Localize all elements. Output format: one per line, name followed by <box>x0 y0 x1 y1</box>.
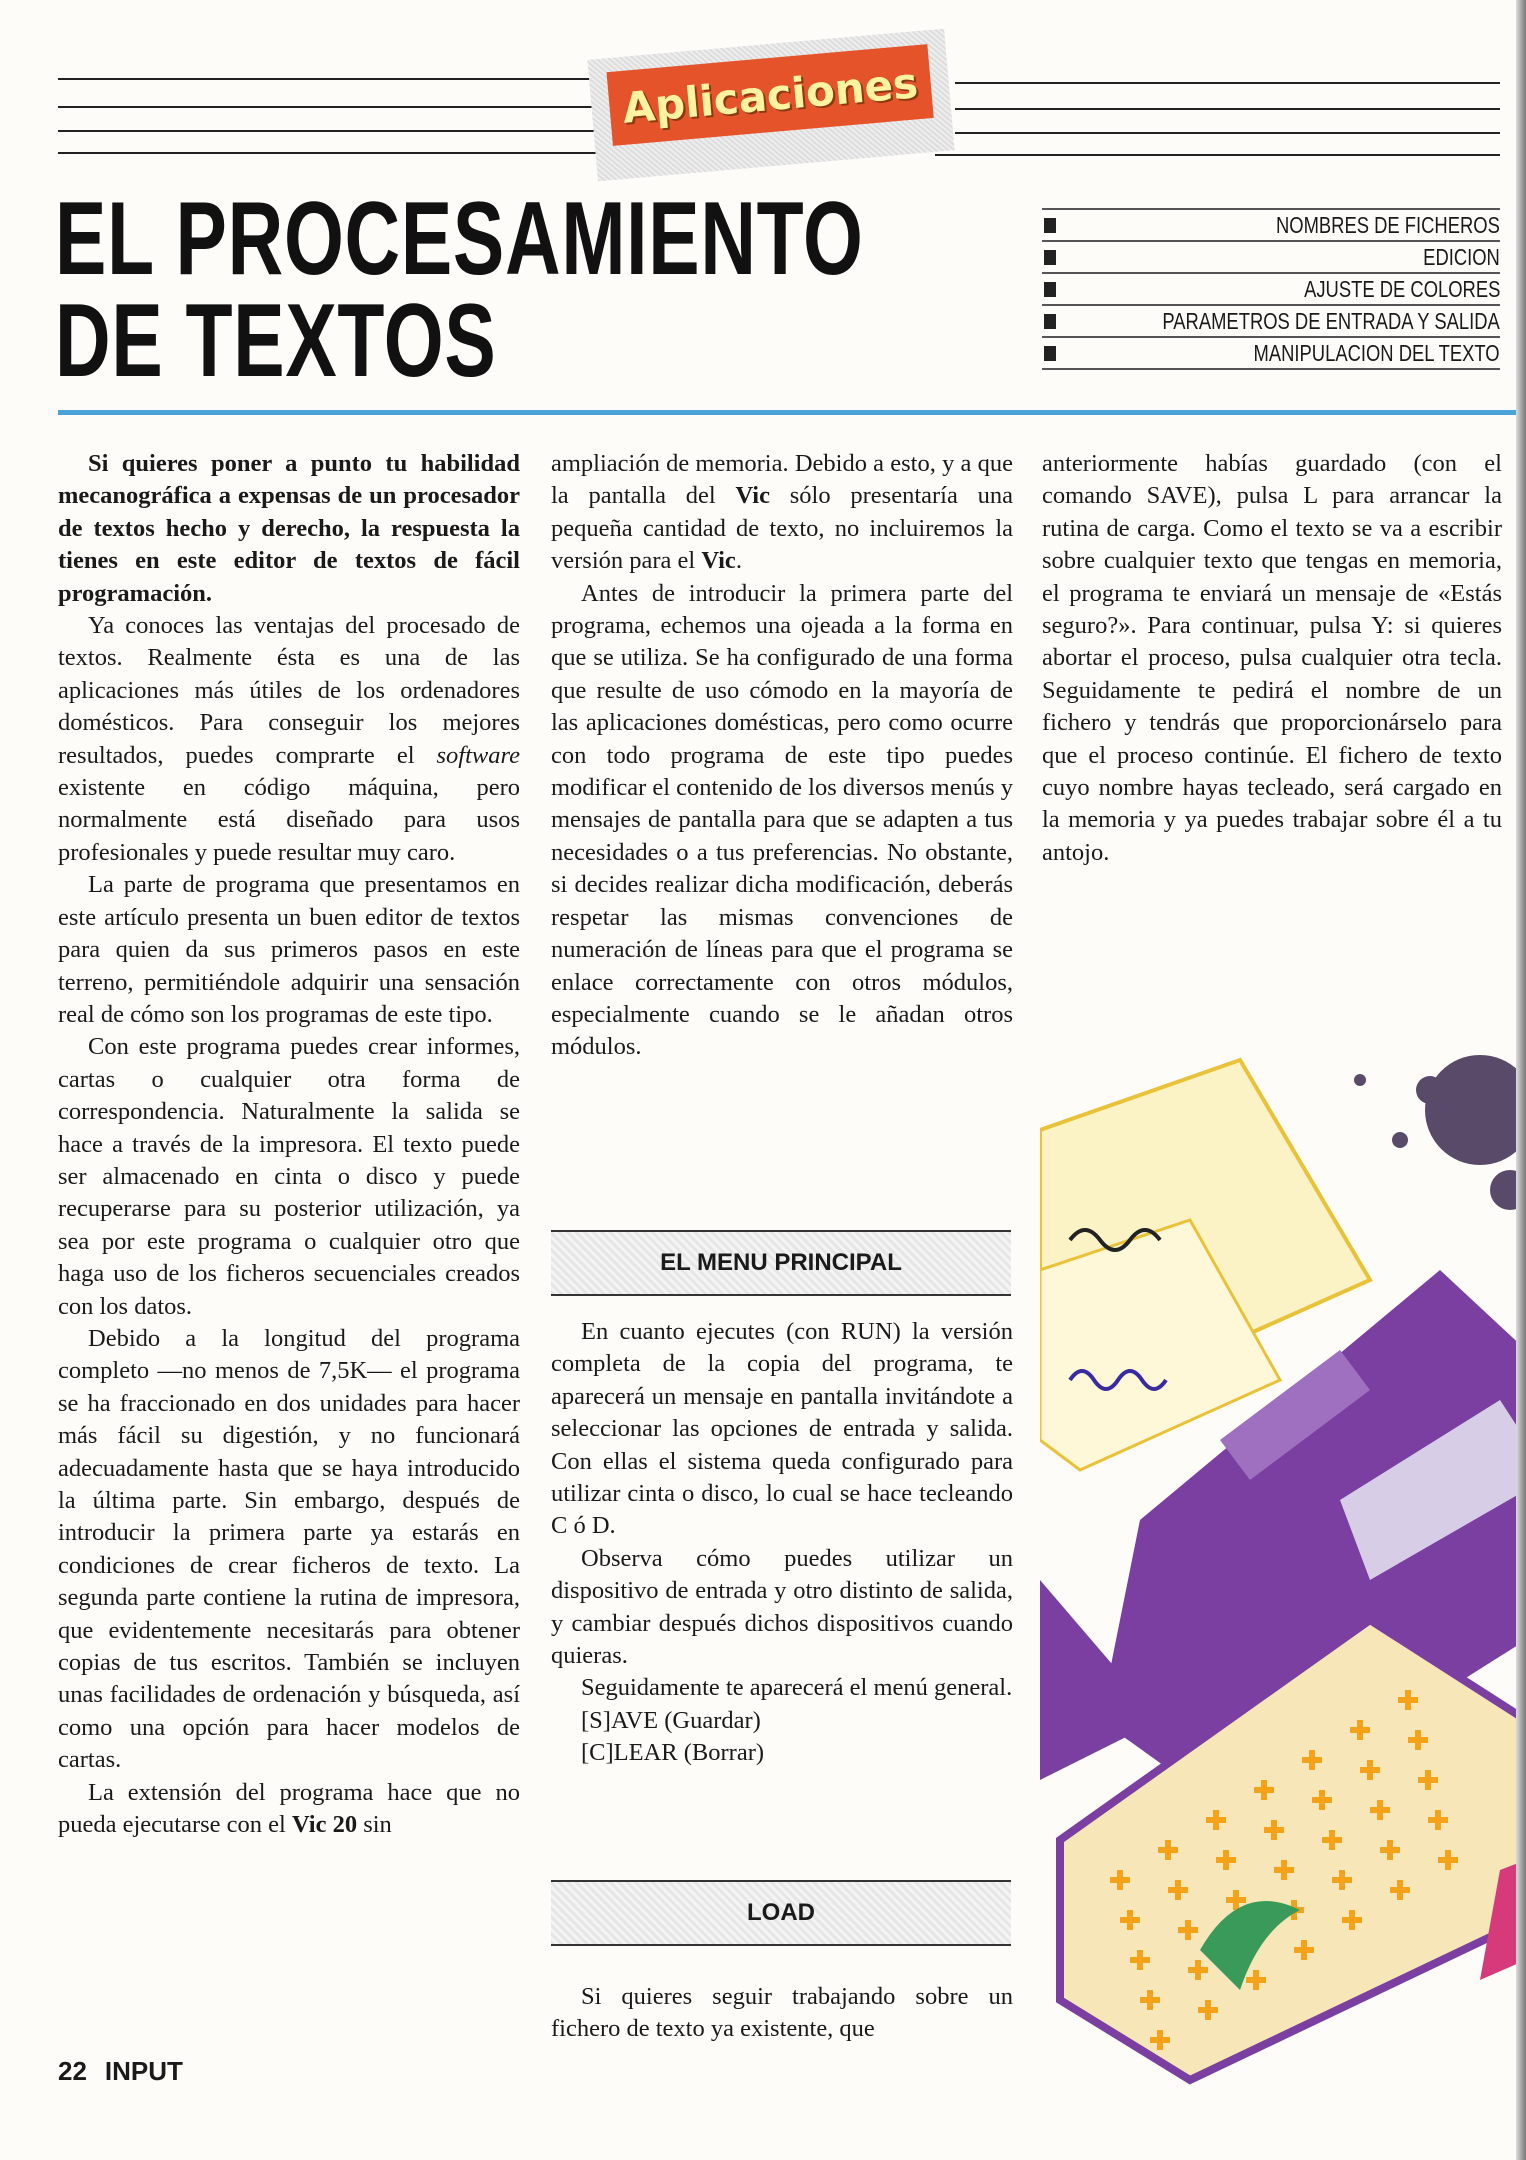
header-rule <box>58 106 598 108</box>
menu-option: [S]AVE (Guardar) <box>581 1706 761 1734</box>
paragraph <box>551 448 1013 578</box>
lead-paragraph: Si quieres poner a punto tu habilidad mecanográfica a expensas de un procesador de textos hecho y derecho, la respuesta la tienes en este editor de textos de fácil programación. <box>58 450 520 607</box>
section-badge <box>587 29 954 182</box>
paragraph <box>58 1777 520 1842</box>
paragraph: En cuanto ejecutes (con RUN) la versión completa de la copia del programa, te aparecerá un mensaje en pantalla invitándote a seleccionar las opciones de entrada y salida. Con ellas el sistema queda configurado para utilizar cinta o disco, lo cual se hace tecleando C ó D. <box>551 1318 1013 1540</box>
contents-item-label: EDICION <box>1423 243 1500 270</box>
page-number: 22 <box>58 2056 87 2086</box>
contents-list <box>1042 208 1500 370</box>
paragraph: Con este programa puedes crear informes, cartas o cualquier otra forma de correspondencia. Naturalmente la salida se hace a través de la impresora. El texto puede ser almacenado en cinta o disco y puede recuperarse para su posterior utilización, ya sea por este programa o cualquier otro que haga uso de los ficheros secuenciales creados con los datos. <box>58 1033 520 1320</box>
divider-rule <box>58 410 1526 415</box>
bullet-icon <box>1044 346 1056 361</box>
paragraph: Si quieres seguir trabajando sobre un fichero de texto ya existente, que <box>551 1983 1013 2043</box>
text-bold: Vic <box>701 547 736 575</box>
contents-item-label: AJUSTE DE COLORES <box>1303 275 1500 302</box>
text: Ya conoces las ventajas del procesado de textos. Realmente ésta es una de las aplicaciones más útiles de los ordenadores domésticos. Para conseguir los mejores resultados, puedes comprarte el <box>58 612 520 769</box>
title-line: DE TEXTOS <box>55 283 497 399</box>
column-3 <box>1042 448 1502 869</box>
header-rule <box>955 82 1500 84</box>
column-2-bottom <box>551 1981 1013 2046</box>
paragraph: Antes de introducir la primera parte del programa, echemos una ojeada a la forma en que se utiliza. Se ha configurado de una forma que resulte de uso cómodo en la mayoría de las aplicaciones domésticas, pero como ocurre con todo programa de este tipo puedes modificar el contenido de los diversos menús y mensajes de pantalla para que se adapten a tus necesidades o a tus preferencias. No obstante, si decides realizar dicha modificación, deberás respetar las mismas convenciones de numeración de líneas para que el programa se enlace correctamente con otros módulos, especialmente cuando se le añadan otros módulos. <box>551 579 1013 1061</box>
bullet-icon <box>1044 250 1056 265</box>
contents-item-label: NOMBRES DE FICHEROS <box>1276 211 1500 238</box>
column-2-middle <box>551 1316 1013 1770</box>
paragraph: Seguidamente te aparecerá el menú general. <box>581 1674 1013 1702</box>
header-rule <box>58 78 598 80</box>
column-2-top <box>551 448 1013 1064</box>
article-title <box>55 181 864 399</box>
text: . <box>735 547 742 575</box>
contents-item-label: PARAMETROS DE ENTRADA Y SALIDA <box>1162 307 1500 334</box>
header-rule <box>935 154 1500 156</box>
paragraph <box>58 610 520 869</box>
typewriter-illustration <box>1040 1020 1526 2090</box>
header-rule <box>955 108 1500 110</box>
column-1 <box>58 448 520 1841</box>
text-bold: Vic 20 <box>291 1811 358 1839</box>
contents-item <box>1042 338 1500 370</box>
text-bold: Vic <box>735 482 770 510</box>
contents-item <box>1042 242 1500 274</box>
section-heading: LOAD <box>551 1880 1011 1946</box>
contents-item <box>1042 274 1500 306</box>
header-rule <box>58 152 598 154</box>
menu-option: [C]LEAR (Borrar) <box>581 1739 765 1767</box>
ink-splash <box>1354 1055 1526 1210</box>
text: existente en código máquina, pero normalmente está diseñado para usos profesionales y puede resultar muy caro. <box>58 774 520 866</box>
paragraph: Observa cómo puedes utilizar un dispositivo de entrada y otro distinto de salida, y cambiar después dichos dispositivos cuando quieras. <box>551 1544 1013 1670</box>
header-rule <box>58 130 598 132</box>
bullet-icon <box>1044 314 1056 329</box>
bullet-icon <box>1044 282 1056 297</box>
page-edge <box>1516 0 1526 2160</box>
text: sólo presentaría una pequeña cantidad de texto, no incluiremos la versión para el <box>551 482 1013 575</box>
paragraph: La parte de programa que presentamos en este artículo presenta un buen editor de textos para quien da sus primeros pasos en este terreno, permitiéndole adquirir una sensación real de cómo son los programas de este tipo. <box>58 871 520 1028</box>
paragraph: anteriormente habías guardado (con el comando SAVE), pulsa L para arrancar la rutina de carga. Como el texto se va a escribir sobre cualquier texto que tengas en memoria, el programa te enviará un mensaje de «Estás seguro?». Para continuar, pulsa Y: si quieres abortar el proceso, pulsa cualquier otra tecla. Seguidamente te pedirá el nombre de un fichero y tendrás que proporcionárselo para que el proceso continúe. El fichero de texto cuyo nombre hayas tecleado, será cargado en la memoria y ya puedes trabajar sobre él a tu antojo. <box>1042 450 1502 866</box>
contents-item-label: MANIPULACION DEL TEXTO <box>1253 339 1500 366</box>
section-heading: EL MENU PRINCIPAL <box>551 1230 1011 1296</box>
contents-item <box>1042 210 1500 242</box>
text: La extensión del programa hace que no pueda ejecutarse con el <box>58 1778 520 1839</box>
text: ampliación de memoria. Debido a esto, y a que la pantalla del <box>551 450 1013 510</box>
paragraph: Debido a la longitud del programa completo —no menos de 7,5K— el programa se ha fraccionado en dos unidades para hacer más fácil su digestión, y no funcionará adecuadamente hasta que se haya introducido la última parte. Sin embargo, después de introducir la primera parte ya estarás en condiciones de crear ficheros de texto. La segunda parte contiene la rutina de impresora, que evidentemente necesitarás para obtener copias de tus escritos. También se incluyen unas facilidades de ordenación y búsqueda, así como una opción para hacer modelos de cartas. <box>58 1324 520 1774</box>
magazine-name: INPUT <box>104 2056 183 2086</box>
title-line: EL PROCESAMIENTO <box>55 181 864 297</box>
page-footer <box>58 2056 183 2087</box>
header-rule <box>955 132 1500 134</box>
section-badge-label: Aplicaciones <box>620 57 920 133</box>
bullet-icon <box>1044 218 1056 233</box>
contents-item <box>1042 306 1500 338</box>
text-italic: software <box>436 741 520 769</box>
text: sin <box>357 1811 392 1839</box>
